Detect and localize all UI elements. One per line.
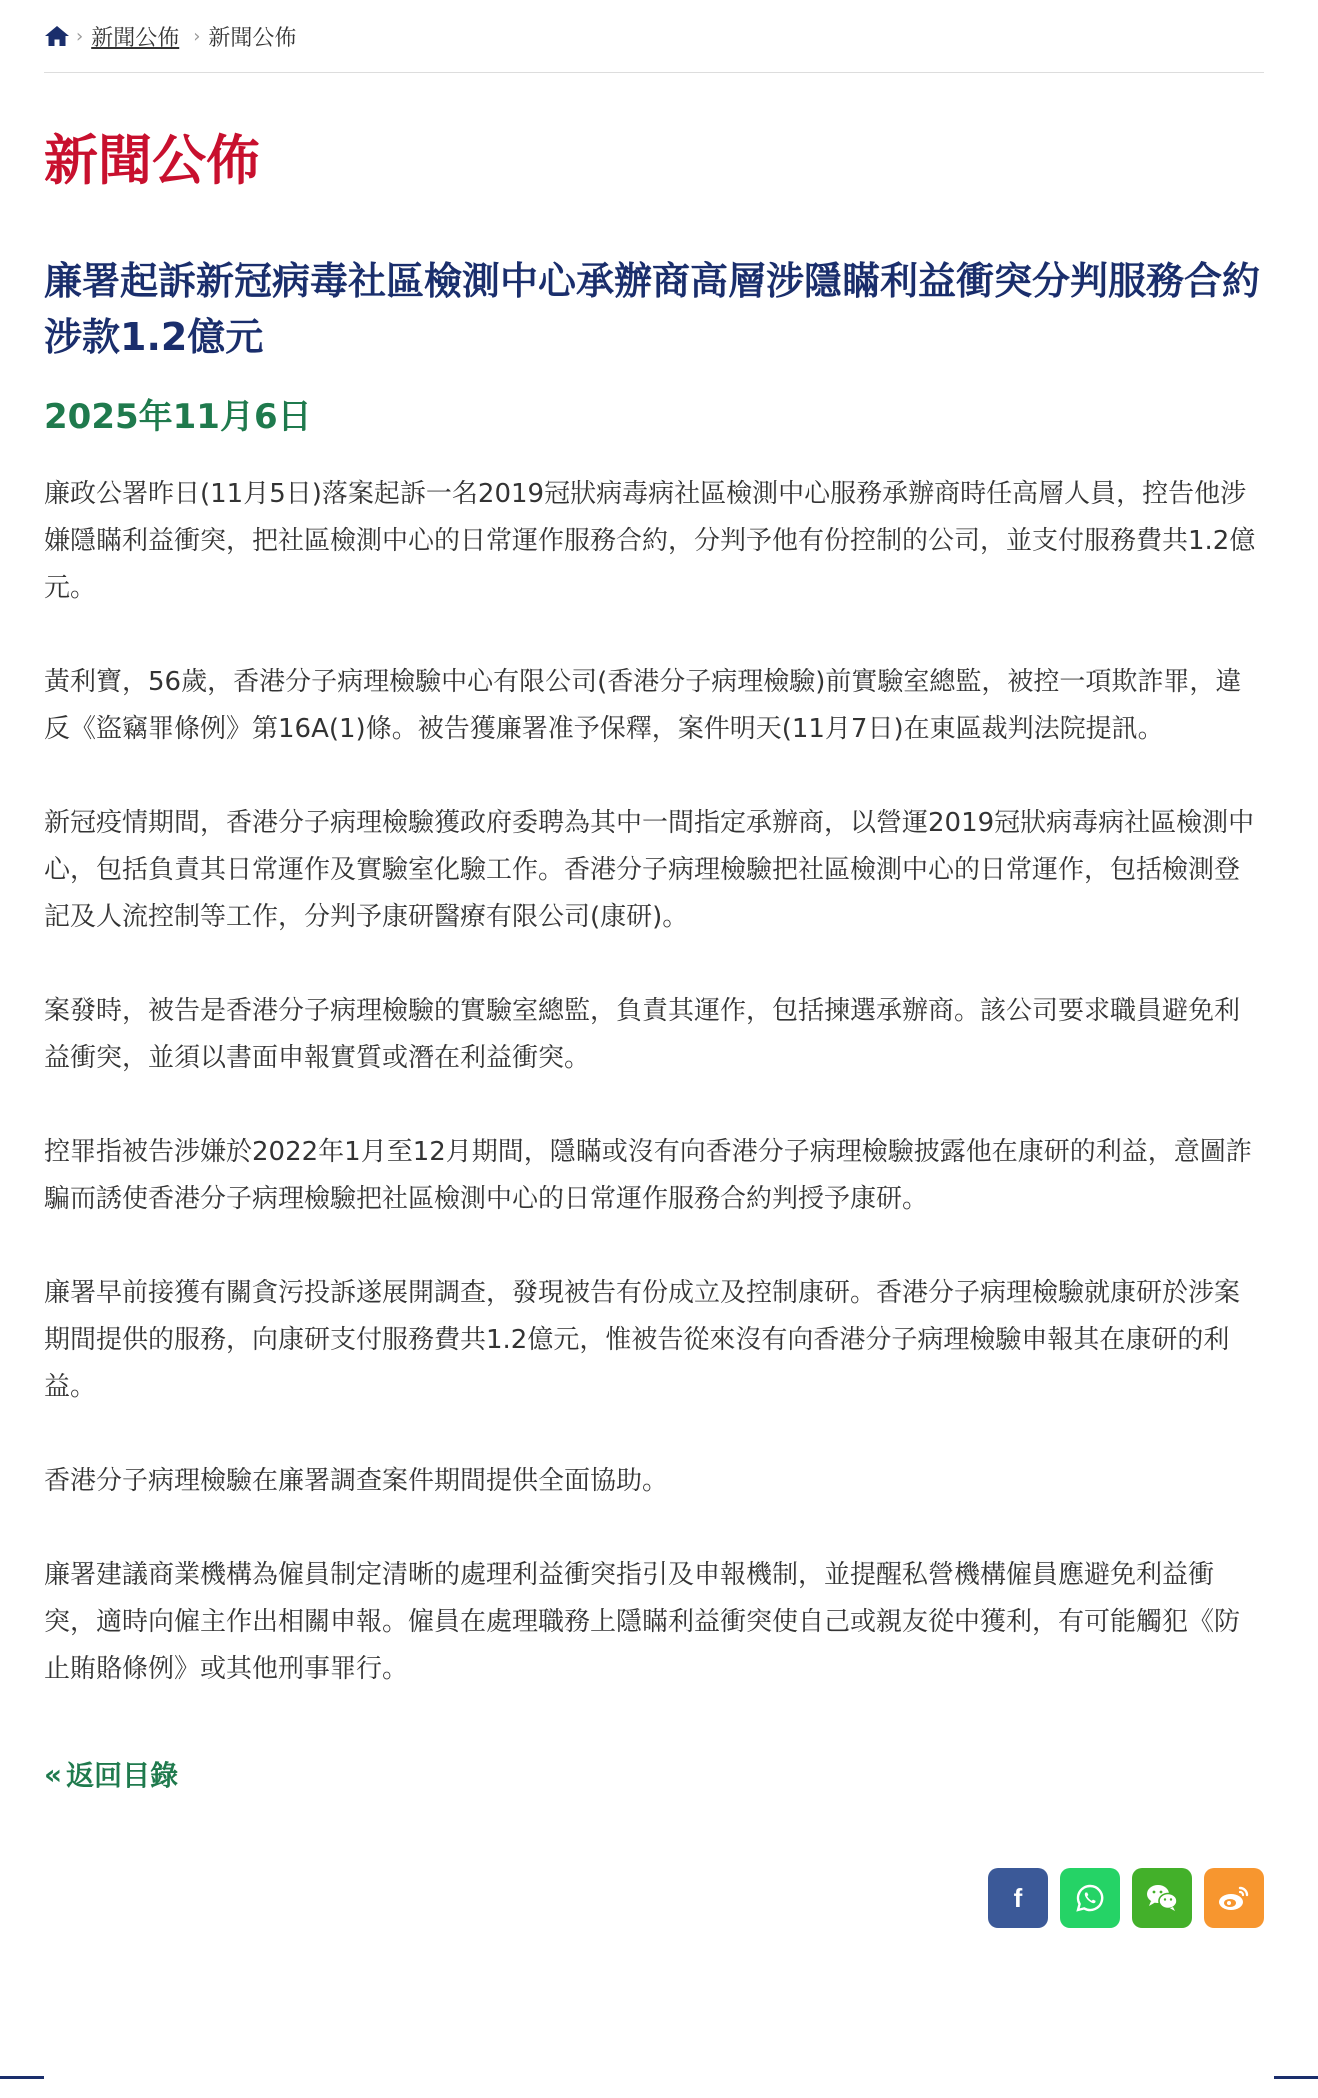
article-paragraph: 廉政公署昨日(11月5日)落案起訴一名2019冠狀病毒病社區檢測中心服務承辦商時任高層人員，控告他涉嫌隱瞞利益衝突，把社區檢測中心的日常運作服務合約，分判予他有份控制的公司，並支付服務費共1.2億元。 [44, 479, 1256, 603]
wechat-icon [1144, 1882, 1180, 1914]
facebook-share-button[interactable] [988, 1868, 1048, 1928]
double-chevron-left-icon: « [44, 1757, 63, 1791]
weibo-share-button[interactable] [1204, 1868, 1264, 1928]
weibo-icon [1216, 1882, 1252, 1914]
article-paragraph: 廉署建議商業機構為僱員制定清晰的處理利益衝突指引及申報機制，並提醒私營機構僱員應避免利益衝突，適時向僱主作出相關申報。僱員在處理職務上隱瞞利益衝突使自己或親友從中獲利，有可能觸犯《防止賄賂條例》或其他刑事罪行。 [44, 1560, 1241, 1684]
article-paragraph: 案發時，被告是香港分子病理檢驗的實驗室總監，負責其運作，包括揀選承辦商。該公司要求職員避免利益衝突，並須以書面申報實質或潛在利益衝突。 [44, 996, 1241, 1073]
footer-divider-right [1274, 2076, 1318, 2079]
back-to-index-link[interactable] [44, 1754, 178, 1794]
chevron-right-icon: › [76, 25, 84, 47]
wechat-share-button[interactable] [1132, 1868, 1192, 1928]
facebook-icon: f [1013, 1882, 1023, 1913]
footer-divider-left [0, 2076, 44, 2079]
whatsapp-share-button[interactable] [1060, 1868, 1120, 1928]
article-paragraph: 香港分子病理檢驗在廉署調查案件期間提供全面協助。 [44, 1466, 669, 1496]
page-title: 新聞公佈 [44, 129, 260, 192]
whatsapp-icon [1074, 1882, 1106, 1914]
article-paragraph: 控罪指被告涉嫌於2022年1月至12月期間，隱瞞或沒有向香港分子病理檢驗披露他在康研的利益，意圖詐騙而誘使香港分子病理檢驗把社區檢測中心的日常運作服務合約判授予康研。 [44, 1137, 1252, 1214]
chevron-right-icon: › [193, 25, 201, 47]
breadcrumb-item-news[interactable]: 新聞公佈 [91, 25, 180, 51]
back-to-index-label: 返回目錄 [66, 1759, 179, 1792]
article-paragraph: 廉署早前接獲有關貪污投訴遂展開調查，發現被告有份成立及控制康研。香港分子病理檢驗就康研於涉案期間提供的服務，向康研支付服務費共1.2億元，惟被告從來沒有向香港分子病理檢驗申報其在康研的利益。 [44, 1278, 1241, 1402]
breadcrumb [44, 0, 1264, 73]
article-title: 廉署起訴新冠病毒社區檢測中心承辦商高層涉隱瞞利益衝突分判服務合約涉款1.2億元 [44, 259, 1261, 359]
article-date: 2025年11月6日 [44, 397, 312, 437]
share-buttons [988, 1868, 1264, 1928]
article-body [44, 471, 1264, 1693]
main-content [44, 0, 1264, 1913]
article-paragraph: 黃利寶，56歲，香港分子病理檢驗中心有限公司(香港分子病理檢驗)前實驗室總監，被控一項欺詐罪，違反《盜竊罪條例》第16A(1)條。被告獲廉署准予保釋，案件明天(11月7日)在東區裁判法院提訊。 [44, 667, 1242, 744]
breadcrumb-item-current[interactable]: 新聞公佈 [208, 25, 297, 51]
article-paragraph: 新冠疫情期間，香港分子病理檢驗獲政府委聘為其中一間指定承辦商，以營運2019冠狀病毒病社區檢測中心，包括負責其日常運作及實驗室化驗工作。香港分子病理檢驗把社區檢測中心的日常運作，包括檢測登記及人流控制等工作，分判予康研醫療有限公司(康研)。 [44, 808, 1255, 932]
home-icon[interactable] [44, 25, 70, 47]
